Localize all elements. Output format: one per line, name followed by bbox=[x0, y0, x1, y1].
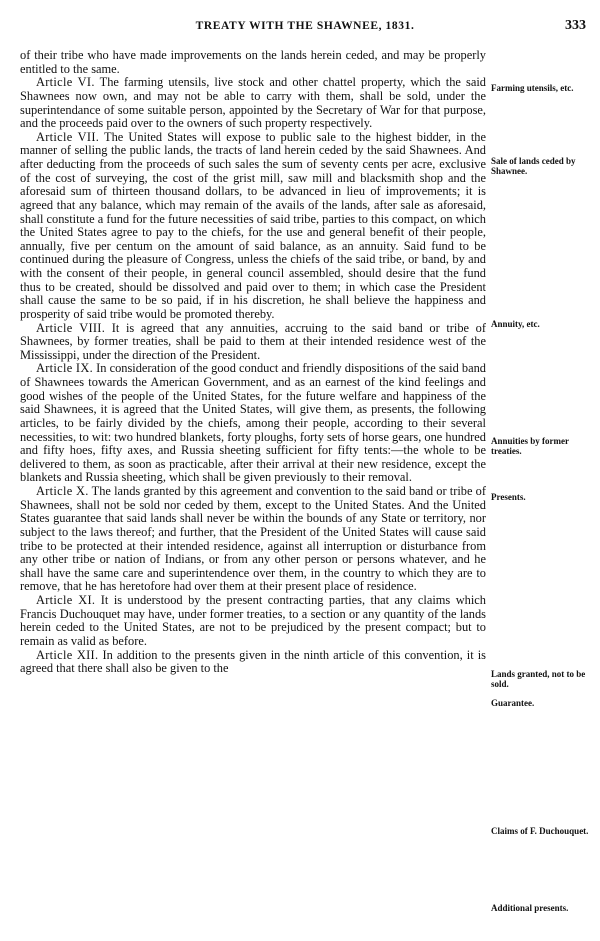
article-7 bbox=[20, 131, 486, 322]
sidenote-annuity: Annuity, etc. bbox=[491, 319, 540, 329]
sidenote-claims-duchouquet: Claims of F. Duchouquet. bbox=[491, 826, 589, 836]
sidenote-annuities-former-treaties: Annuities by former treaties. bbox=[491, 436, 569, 456]
article-text: The United States will expose to public sale to the highest bidder, in the manner of selling the public lands, the tracts of land herein ceded by the said Shawnees. And after deducting from the proceeds of such sales the sum of seventy cents per acre, exclusive of the cost of surveying, the cost of the grist mill, saw mill and blacksmith shop and the aforesaid sum of thirteen thousand dollars, to be advanced in lieu of improvements; it is agreed that any balance, which may remain of the avails of the lands, after sale as aforesaid, shall constitute a fund for the future necessities of said tribe, parties to this compact, on which the United States agree to pay to the chiefs, for the use and general benefit of their people, annually, five per centum on the amount of said balance, as an annuity. Said fund to be continued during the pleasure of Congress, unless the chiefs of the said tribe, or band, by and with the consent of their people, in general council assembled, should desire that the fund thus to be created, should be dissolved and paid over to them; in which case the President shall cause the same to be so paid, if in his discretion, he shall believe the happiness and prosperity of said tribe would be promoted thereby. bbox=[20, 129, 486, 321]
article-heading: Article IX. bbox=[36, 361, 93, 376]
article-heading: Article X. bbox=[36, 484, 89, 498]
paragraph-continued bbox=[20, 49, 486, 76]
article-11 bbox=[20, 594, 486, 649]
treaty-text bbox=[20, 49, 486, 676]
article-text: In addition to the presents given in the ninth article of this convention, it is agreed that there shall also be given to the bbox=[20, 647, 486, 676]
article-heading: Article VI. bbox=[36, 75, 95, 90]
article-text: It is understood by the present contracting parties, that any claims which Francis Duchouquet may have, under former treaties, to a section or any quantity of the lands herein ceded to the United States, are not to be prejudiced by the present compact; but to remain as valid as before. bbox=[20, 593, 486, 648]
article-10 bbox=[20, 485, 486, 594]
article-text: In consideration of the good conduct and friendly dispositions of the said band of Shawnees towards the American Government, and as an earnest of the kind feelings and good wishes of the people of the United States, for the future welfare and happiness of the said Shawnees, it is agreed that the United States, will give them, as presents, the following articles, to be fairly divided by the chiefs, among their people, according to their several necessities, to wit: two hundred blankets, forty ploughs, forty sets of horse gears, one hundred and fifty hoes, fifty axes, and Russia sheeting sufficient for fifty tents:—the whole to be delivered to them, as soon as practicable, after their arrival at their new residence, except the blankets and Russia sheeting, which shall be given previously to their removal. bbox=[20, 361, 486, 485]
article-9 bbox=[20, 362, 486, 485]
article-text: The lands granted by this agreement and convention to the said band or tribe of Shawnees, shall not be sold nor ceded by them, except to the United States. And the United States guarantee that said lands shall never be within the bounds of any State or territory, nor subject to the laws thereof; and further, that the President of the United States will cause said tribe to be protected at their intended residence, against all interruption or disturbance from any other tribe or nation of Indians, or from any other person or persons whatever, and he shall have the same care and superintendence over them, in the country to which they are to remove, that he has heretofore had over them at their present place of residence. bbox=[20, 484, 486, 594]
article-text: It is agreed that any annuities, accruing to the said band or tribe of Shawnees, by former treaties, shall be paid to them at their intended residence west of the Mississippi, under the direction of the President. bbox=[20, 320, 486, 362]
running-head bbox=[20, 20, 590, 40]
article-8 bbox=[20, 322, 486, 363]
article-heading: Article XII. bbox=[36, 647, 99, 662]
article-6 bbox=[20, 76, 486, 131]
sidenote-sale-of-lands: Sale of lands ceded by Shawnee. bbox=[491, 156, 576, 176]
paragraph-text: of their tribe who have made improvements on the lands herein ceded, and may be properly entitled to the same. bbox=[20, 48, 486, 76]
page-title: TREATY WITH THE SHAWNEE, 1831. bbox=[195, 20, 415, 32]
article-12 bbox=[20, 649, 486, 676]
sidenote-additional-presents: Additional presents. bbox=[491, 903, 569, 913]
article-heading: Article VII. bbox=[36, 129, 100, 144]
sidenote-farming-utensils: Farming utensils, etc. bbox=[491, 83, 574, 93]
article-text: The farming utensils, live stock and other chattel property, which the said Shawnees now own, and may not be able to carry with them, shall be sold, under the superintendance of some suitable person, appointed by the Secretary of War for that purpose, and the proceeds paid over to the owners of such property respectively. bbox=[20, 75, 486, 131]
sidenote-presents: Presents. bbox=[491, 492, 526, 502]
article-heading: Article XI. bbox=[36, 593, 96, 607]
sidenote-lands-granted: Lands granted, not to be sold. bbox=[491, 669, 586, 689]
sidenote-guarantee: Guarantee. bbox=[491, 698, 535, 708]
article-heading: Article VIII. bbox=[36, 320, 106, 335]
page-number: 333 bbox=[565, 18, 586, 33]
